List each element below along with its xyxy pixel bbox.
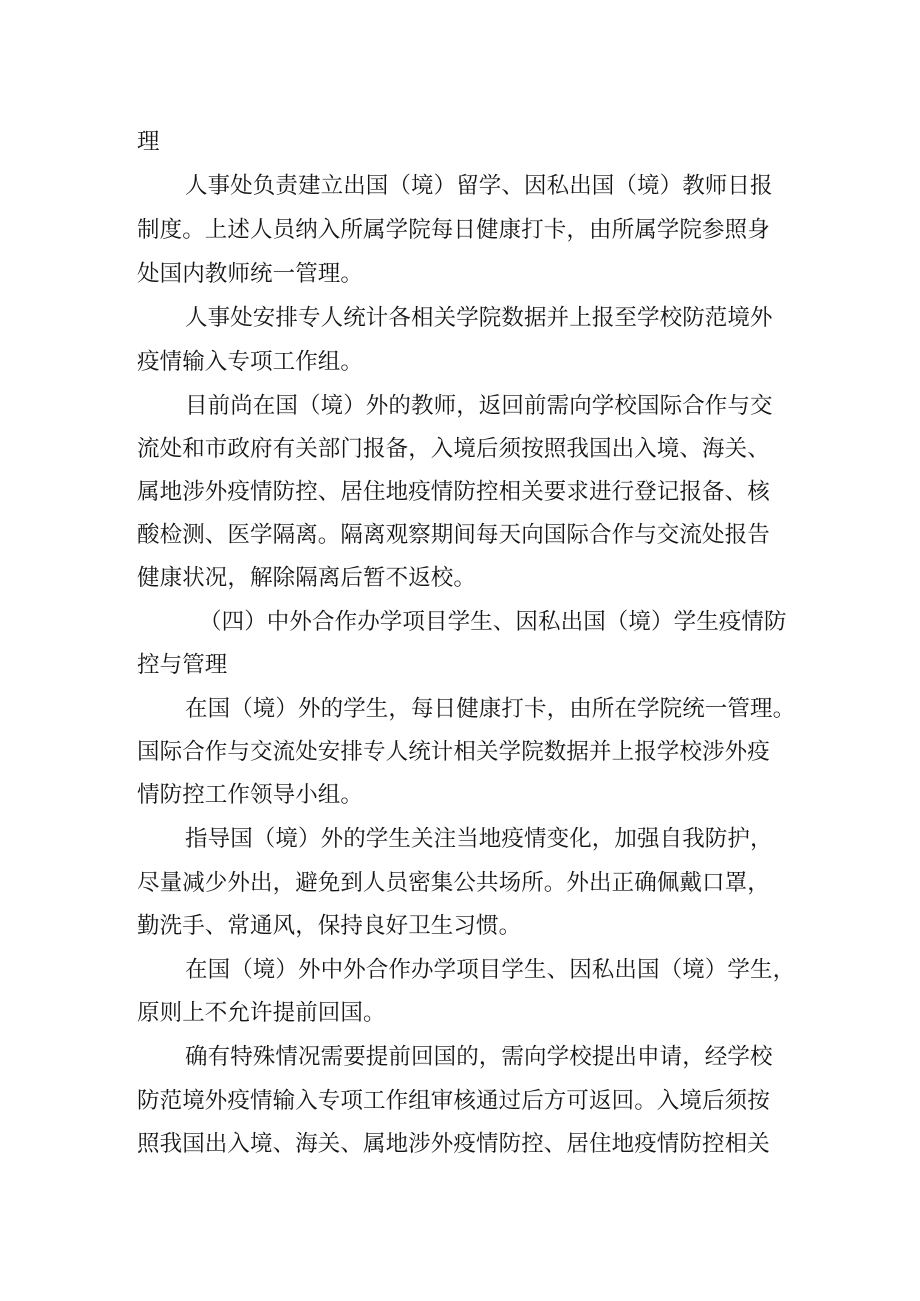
paragraph-line: 在国（境）外的学生，每日健康打卡，由所在学院统一管理。	[185, 696, 796, 722]
text-line: 制度。上述人员纳入所属学院每日健康打卡，由所属学院参照身	[137, 217, 770, 243]
paragraph-line: 目前尚在国（境）外的教师，返回前需向学校国际合作与交	[185, 393, 773, 419]
paragraph-line: 指导国（境）外的学生关注当地疫情变化，加强自我防护，	[185, 826, 773, 852]
text-line: 酸检测、医学隔离。隔离观察期间每天向国际合作与交流处报告	[137, 522, 770, 548]
text-line: 流处和市政府有关部门报备，入境后须按照我国出入境、海关、	[137, 436, 770, 462]
paragraph-line: 确有特殊情况需要提前回国的，需向学校提出申请，经学校	[185, 1044, 773, 1070]
text-line: 健康状况，解除隔离后暂不返校。	[137, 565, 477, 591]
text-line: 勤洗手、常通风，保持良好卫生习惯。	[137, 913, 522, 939]
text-line: 属地涉外疫情防控、居住地疫情防控相关要求进行登记报备、核	[137, 479, 770, 505]
section-heading: （四）中外合作办学项目学生、因私出国（境）学生疫情防	[199, 609, 787, 635]
text-line: 处国内教师统一管理。	[137, 261, 364, 287]
paragraph-line: 人事处安排专人统计各相关学院数据并上报至学校防范境外	[185, 305, 773, 331]
text-line: 尽量减少外出，避免到人员密集公共场所。外出正确佩戴口罩，	[137, 870, 770, 896]
section-heading-continued: 控与管理	[137, 652, 228, 678]
text-line: 原则上不允许提前回国。	[137, 1000, 386, 1026]
text-line: 照我国出入境、海关、属地涉外疫情防控、居住地疫情防控相关	[137, 1131, 770, 1157]
paragraph-line: 人事处负责建立出国（境）留学、因私出国（境）教师日报	[185, 173, 773, 199]
paragraph-line: 在国（境）外中外合作办学项目学生、因私出国（境）学生，	[185, 957, 796, 983]
text-line: 国际合作与交流处安排专人统计相关学院数据并上报学校涉外疫	[137, 739, 770, 765]
text-line: 疫情输入专项工作组。	[137, 349, 364, 375]
text-line: 情防控工作领导小组。	[137, 782, 364, 808]
text-line: 防范境外疫情输入专项工作组审核通过后方可返回。入境后须按	[137, 1088, 770, 1114]
text-line: 理	[137, 129, 160, 155]
